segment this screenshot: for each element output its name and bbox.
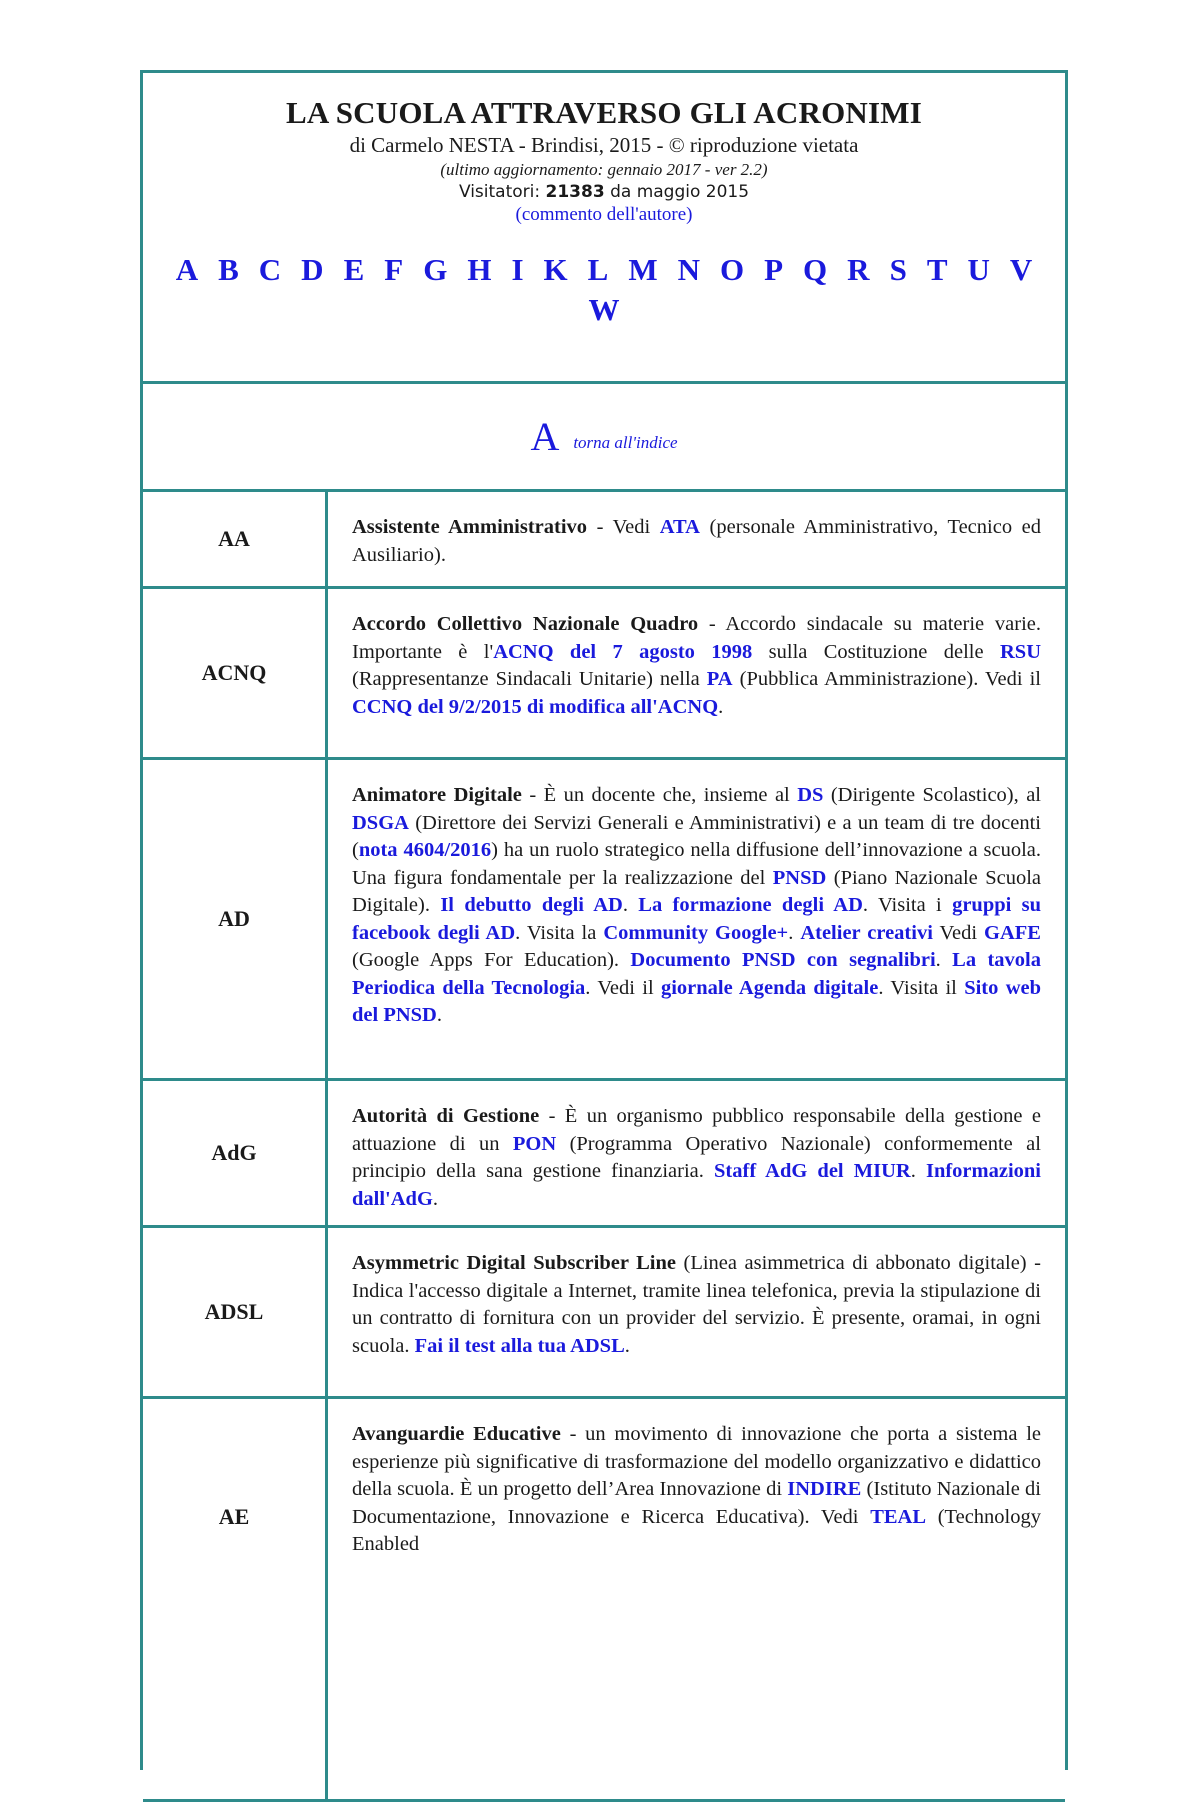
definition-text: (Direttore dei Servizi Generali e Amministrativi) e a un team di tre docenti ( <box>352 811 1041 861</box>
acronym-term: AA <box>143 492 328 586</box>
acronym-definition <box>328 1081 1065 1225</box>
definition-text: ) ha un ruolo strategico nella diffusione dell’innovazione a scuola. Una figura fondamentale per la realizzazione del <box>352 839 1041 889</box>
index-letter-i[interactable]: I <box>511 252 524 287</box>
definition-link[interactable]: Community Google+ <box>603 921 789 944</box>
definition-link[interactable]: RSU <box>999 640 1041 663</box>
definition-text: - Accordo sindacale su materie varie. Importante è l' <box>352 613 1041 663</box>
index-letter-d[interactable]: D <box>301 252 324 287</box>
expanded-term: Animatore Digitale <box>352 784 522 806</box>
definition-text: . Visita i <box>862 894 953 916</box>
definition-link[interactable]: PA <box>706 668 733 690</box>
definition-link[interactable]: INDIRE <box>787 1478 862 1500</box>
definition-text: (Piano Nazionale Scuola Digitale). <box>352 866 1041 916</box>
acronym-row-adg <box>143 1081 1065 1228</box>
index-letter-h[interactable]: H <box>467 252 492 287</box>
index-letter-g[interactable]: G <box>423 252 448 287</box>
acronym-term: ACNQ <box>143 589 328 757</box>
definition-link[interactable]: CCNQ del 9/2/2015 di modifica all'ACNQ <box>352 695 719 718</box>
page-frame <box>140 70 1068 1770</box>
visitors-count: 21383 <box>545 182 605 202</box>
definition-text: - È un organismo pubblico responsabile della gestione e attuazione di un <box>352 1105 1041 1155</box>
comment-paren-open: ( <box>515 204 522 225</box>
definition-text: . Visita la <box>515 921 604 944</box>
definition-text: (Programma Operativo Nazionale) conformemente al principio della sana gestione finanziaria. <box>352 1132 1041 1182</box>
index-letter-t[interactable]: T <box>926 252 948 287</box>
definition-text: . <box>622 894 639 916</box>
index-letter-m[interactable]: M <box>628 252 658 287</box>
definition-text: . Visita il <box>878 976 965 999</box>
index-letter-s[interactable]: S <box>889 252 907 287</box>
page-header <box>143 73 1065 384</box>
definition-link[interactable]: Staff AdG del MIUR <box>714 1160 911 1182</box>
acronym-term: AE <box>143 1399 328 1799</box>
index-letter-f[interactable]: F <box>384 252 404 287</box>
definition-link[interactable]: Fai il test alla tua ADSL <box>414 1334 625 1357</box>
definition-text: - È un docente che, insieme al <box>521 784 798 806</box>
definition-link[interactable]: Sito web del PNSD <box>352 976 1041 1026</box>
index-letter-b[interactable]: B <box>218 252 239 287</box>
definition-text: (Rappresentanze Sindacali Unitarie) nella <box>352 668 707 690</box>
section-letter: A <box>530 414 560 459</box>
definition-text: (Technology Enabled <box>352 1505 1042 1555</box>
definition-link[interactable]: Atelier creativi <box>800 921 933 944</box>
definition-link[interactable]: DS <box>797 784 824 806</box>
acronym-definition <box>328 1399 1065 1799</box>
acronym-definition <box>328 492 1065 586</box>
definition-text: (Linea asimmetrica di abbonato digitale) - Indica l'accesso digitale a Internet, tramite linea telefonica, previa la stipulazione di un contratto di fornitura con un provider del servizio. È presente, oramai, in ogni scuola. <box>352 1252 1041 1357</box>
acronym-row-ae <box>143 1399 1065 1802</box>
section-header-a <box>143 384 1065 492</box>
index-letter-a[interactable]: A <box>175 252 199 287</box>
comment-paren-close: ) <box>686 204 693 225</box>
definition-text: (Pubblica Amministrazione). Vedi il <box>732 668 1041 690</box>
definition-text: (Google Apps For Education). <box>352 949 631 971</box>
definition-text: . <box>910 1160 926 1182</box>
definition-text: Vedi <box>932 921 985 944</box>
acronym-row-adsl <box>143 1228 1065 1399</box>
definition-link[interactable]: La formazione degli AD <box>638 894 863 916</box>
expanded-term: Avanguardie Educative <box>352 1423 561 1445</box>
definition-text: (personale Amministrativo, Tecnico ed Ausiliario). <box>352 516 1041 566</box>
acronym-definition <box>328 760 1065 1078</box>
definition-link[interactable]: ACNQ del 7 agosto 1998 <box>493 640 753 663</box>
definition-link[interactable]: gruppi su facebook degli AD <box>352 894 1042 944</box>
definition-link[interactable]: giornale Agenda digitale <box>660 976 879 999</box>
definition-text: . <box>624 1334 630 1357</box>
index-letter-q[interactable]: Q <box>803 252 828 287</box>
alphabet-index <box>164 250 1044 330</box>
expanded-term: Accordo Collettivo Nazionale Quadro <box>352 613 699 635</box>
index-letter-r[interactable]: R <box>847 252 870 287</box>
index-letter-l[interactable]: L <box>587 252 609 287</box>
index-letter-k[interactable]: K <box>543 252 568 287</box>
definition-text: . <box>935 949 953 971</box>
expanded-term: Asymmetric Digital Subscriber Line <box>352 1252 676 1274</box>
definition-link[interactable]: La tavola Periodica della Tecnologia <box>352 949 1041 999</box>
acronym-row-aa <box>143 492 1065 589</box>
definition-link[interactable]: DSGA <box>352 811 409 834</box>
definition-text: sulla Costituzione delle <box>752 640 1000 663</box>
definition-text: . <box>432 1187 439 1210</box>
visitor-counter <box>143 182 1065 202</box>
index-letter-v[interactable]: V <box>1009 252 1033 287</box>
acronym-term: AdG <box>143 1081 328 1225</box>
definition-link[interactable]: Il debutto degli AD <box>440 894 623 916</box>
definition-link[interactable]: Documento PNSD con segnalibri <box>630 949 936 971</box>
definition-text: . <box>718 695 724 718</box>
index-letter-u[interactable]: U <box>967 252 990 287</box>
page-title: LA SCUOLA ATTRAVERSO GLI ACRONIMI <box>286 95 922 130</box>
author-comment-link[interactable]: commento dell'autore <box>521 204 687 225</box>
definition-link[interactable]: PNSD <box>772 866 827 889</box>
acronym-definition <box>328 589 1065 757</box>
definition-text: . Vedi il <box>585 976 661 999</box>
definition-link[interactable]: TEAL <box>870 1505 927 1528</box>
index-letter-n[interactable]: N <box>677 252 700 287</box>
definition-text: . <box>436 1004 442 1026</box>
visitors-label: Visitatori: <box>458 182 541 202</box>
definition-link[interactable]: ATA <box>659 516 700 538</box>
index-letter-p[interactable]: P <box>764 252 784 287</box>
index-letter-w[interactable]: W <box>588 292 620 327</box>
index-letter-o[interactable]: O <box>719 252 745 287</box>
acronym-row-ad <box>143 760 1065 1081</box>
acronym-term: AD <box>143 760 328 1078</box>
acronym-term: ADSL <box>143 1228 328 1396</box>
definition-text: - un movimento di innovazione che porta a sistema le esperienze più significative di trasformazione del modello organizzativo e didattico della scuola. È un progetto dell’Area Innovazione di <box>352 1423 1042 1500</box>
definition-text: - Vedi <box>587 516 660 538</box>
author-comment <box>143 204 1065 226</box>
index-letter-e[interactable]: E <box>343 252 365 287</box>
definition-link[interactable]: nota 4604/2016 <box>358 839 492 861</box>
definition-link[interactable]: PON <box>512 1132 557 1155</box>
definition-text: (Istituto Nazionale di Documentazione, Innovazione e Ricerca Educativa). Vedi <box>352 1478 1041 1528</box>
page-subtitle: di Carmelo NESTA - Brindisi, 2015 - © riproduzione vietata <box>349 133 859 157</box>
expanded-term: Autorità di Gestione <box>352 1105 540 1127</box>
expanded-term: Assistente Amministrativo <box>352 516 588 538</box>
definition-text: (Dirigente Scolastico), al <box>823 784 1041 806</box>
last-updated: (ultimo aggiornamento: gennaio 2017 - ver 2.2) <box>440 160 768 179</box>
definition-link[interactable]: Informazioni dall'AdG <box>352 1160 1041 1210</box>
acronym-row-acnq <box>143 589 1065 760</box>
acronym-definition <box>328 1228 1065 1396</box>
definition-text: . <box>788 921 801 944</box>
back-to-index-link[interactable]: torna all'indice <box>573 432 678 452</box>
index-letter-c[interactable]: C <box>258 252 282 287</box>
definition-link[interactable]: GAFE <box>984 921 1041 944</box>
visitors-since: da maggio 2015 <box>610 182 750 202</box>
